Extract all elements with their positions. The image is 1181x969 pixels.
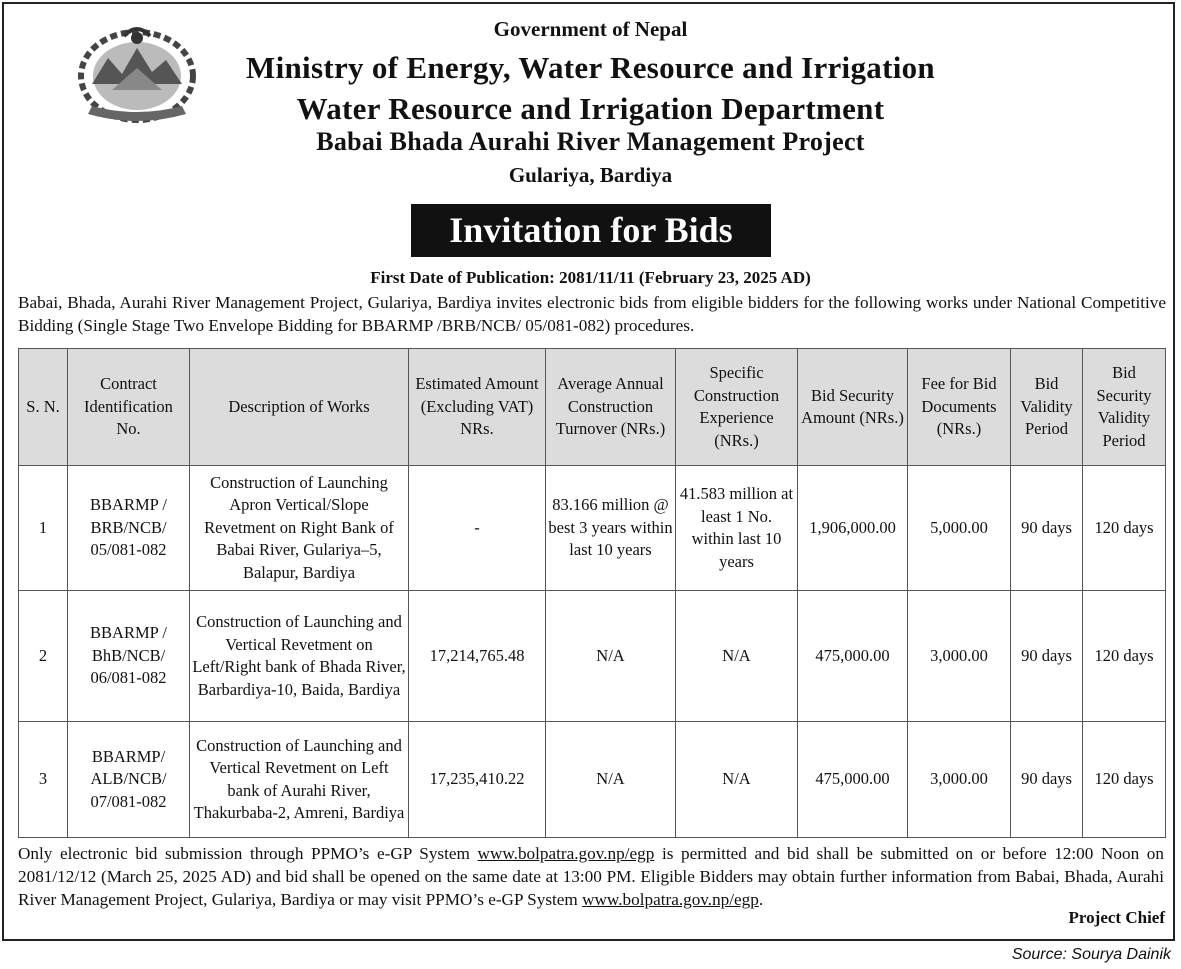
table-row (19, 591, 1166, 722)
location-heading: Gulariya, Bardiya (508, 163, 673, 187)
publication-date: First Date of Publication: 2081/11/11 (February 23, 2025 AD) (370, 268, 811, 287)
cell-sn: 3 (19, 722, 68, 838)
closing-text-2: is permitted and bid shall be submitted on or before 12:00 Noon on 2081/12/12 (March 25, 2025 AD) and bid shall be opened on the same date at 13:00 PM. Eligible Bidders may obtain further information from Babai, Bhada, Aurahi River Management Project, Gulariya, Bardiya or may visit PPMO’s e-GP System (18, 844, 1164, 909)
egp-link-2[interactable]: www.bolpatra.gov.np/egp (582, 890, 759, 909)
cell-bid-security: 475,000.00 (798, 591, 908, 722)
cell-turnover: N/A (546, 722, 676, 838)
government-heading: Government of Nepal (493, 17, 688, 41)
bids-table (18, 348, 1166, 838)
cell-sn: 1 (19, 466, 68, 591)
cell-description: Construction of Launching Apron Vertical/Slope Revetment on Right Bank of Babai River, Gulariya–5, Balapur, Bardiya (190, 466, 409, 591)
closing-text-1: Only electronic bid submission through PPMO’s e-GP System (18, 844, 478, 863)
cell-contract-id: BBARMP / BRB/NCB/ 05/081-082 (68, 466, 190, 591)
header-security-validity: Bid Security Validity Period (1083, 349, 1166, 466)
header-bid-security: Bid Security Amount (NRs.) (798, 349, 908, 466)
cell-experience: 41.583 million at least 1 No. within last 10 years (676, 466, 798, 591)
cell-estimated-amount: 17,214,765.48 (409, 591, 546, 722)
cell-fee: 5,000.00 (908, 466, 1011, 591)
cell-bid-security: 475,000.00 (798, 722, 908, 838)
closing-paragraph (18, 842, 1164, 911)
cell-security-validity: 120 days (1083, 466, 1166, 591)
header-sn: S. N. (19, 349, 68, 466)
cell-validity: 90 days (1011, 466, 1083, 591)
header-estimated-amount: Estimated Amount (Excluding VAT) NRs. (409, 349, 546, 466)
department-heading: Water Resource and Irrigation Department (296, 91, 885, 126)
ministry-heading: Ministry of Energy, Water Resource and Irrigation (246, 50, 935, 85)
header-fee: Fee for Bid Documents (NRs.) (908, 349, 1011, 466)
table-row (19, 722, 1166, 838)
header-contract-id: Contract Identification No. (68, 349, 190, 466)
cell-fee: 3,000.00 (908, 591, 1011, 722)
source-credit: Source: Sourya Dainik (1011, 946, 1171, 963)
cell-sn: 2 (19, 591, 68, 722)
cell-validity: 90 days (1011, 591, 1083, 722)
egp-link[interactable]: www.bolpatra.gov.np/egp (477, 844, 655, 863)
cell-validity: 90 days (1011, 722, 1083, 838)
closing-text-3: . (758, 890, 764, 909)
project-heading: Babai Bhada Aurahi River Management Project (316, 127, 865, 156)
cell-security-validity: 120 days (1083, 591, 1166, 722)
signature: Project Chief (1068, 908, 1165, 927)
notice-title: Invitation for Bids (411, 204, 771, 257)
cell-contract-id: BBARMP/ ALB/NCB/ 07/081-082 (68, 722, 190, 838)
header-experience: Specific Construction Experience (NRs.) (676, 349, 798, 466)
header-validity: Bid Validity Period (1011, 349, 1083, 466)
cell-estimated-amount: 17,235,410.22 (409, 722, 546, 838)
intro-paragraph: Babai, Bhada, Aurahi River Management Project, Gulariya, Bardiya invites electronic bids from eligible bidders for the following works under National Competitive Bidding (Single Stage Two Envelope Bidding for BBARMP /BRB/NCB/ 05/081-082) procedures. (18, 293, 1166, 335)
cell-turnover: 83.166 million @ best 3 years within last 10 years (546, 466, 676, 591)
table-header-row (19, 349, 1166, 466)
cell-fee: 3,000.00 (908, 722, 1011, 838)
cell-turnover: N/A (546, 591, 676, 722)
header-description: Description of Works (190, 349, 409, 466)
cell-contract-id: BBARMP / BhB/NCB/ 06/081-082 (68, 591, 190, 722)
cell-experience: N/A (676, 722, 798, 838)
table-row (19, 466, 1166, 591)
cell-bid-security: 1,906,000.00 (798, 466, 908, 591)
cell-description: Construction of Launching and Vertical Revetment on Left bank of Aurahi River, Thakurbaba-2, Amreni, Bardiya (190, 722, 409, 838)
cell-experience: N/A (676, 591, 798, 722)
cell-security-validity: 120 days (1083, 722, 1166, 838)
cell-estimated-amount: - (409, 466, 546, 591)
cell-description: Construction of Launching and Vertical Revetment on Left/Right bank of Bhada River, Barbardiya-10, Baida, Bardiya (190, 591, 409, 722)
header-turnover: Average Annual Construction Turnover (NRs.) (546, 349, 676, 466)
